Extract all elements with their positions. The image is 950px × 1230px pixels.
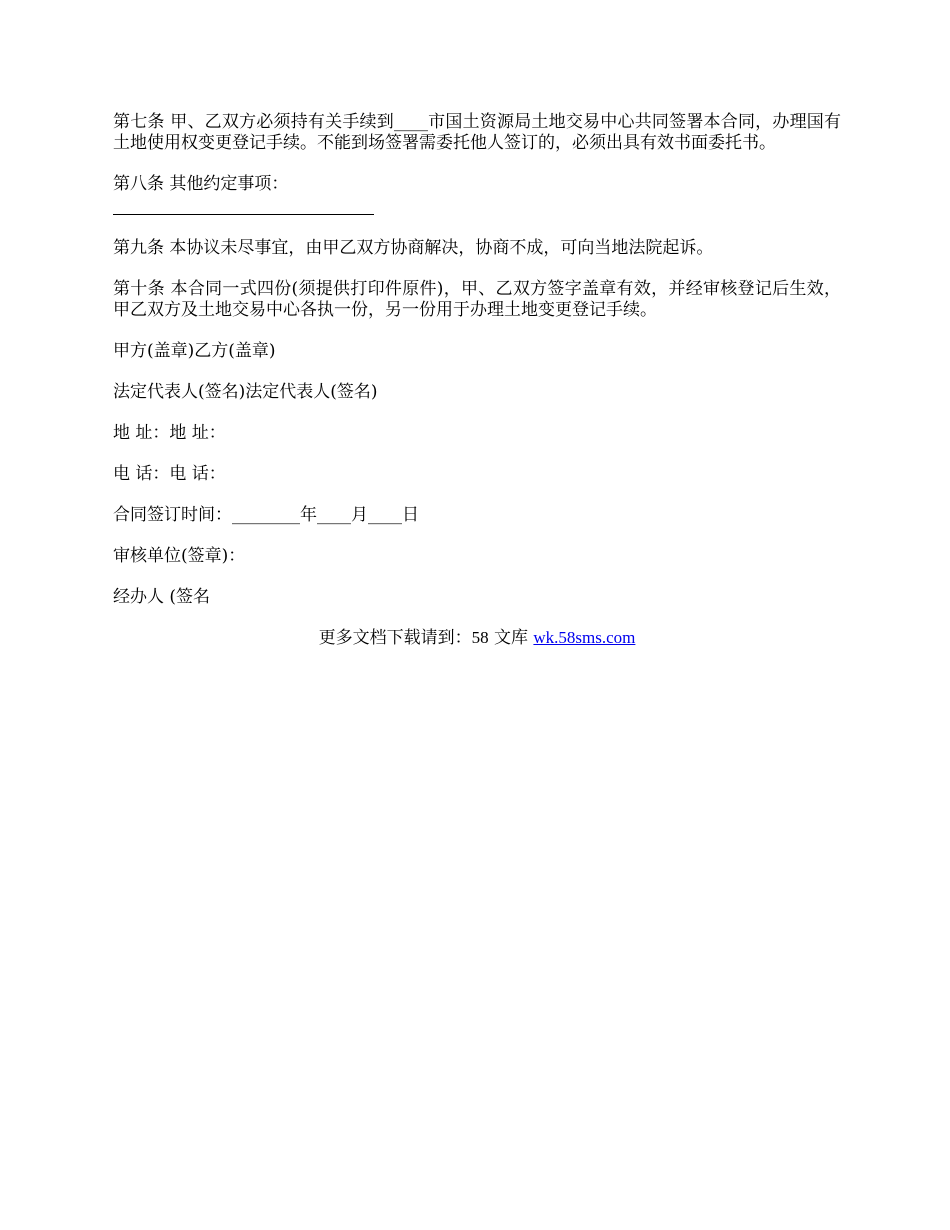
- article-9-paragraph: 第九条 本协议未尽事宜，由甲乙双方协商解决，协商不成，可向当地法院起诉。: [113, 238, 714, 258]
- address-line: 地 址：地 址：: [113, 422, 226, 443]
- footer-link[interactable]: wk.58sms.com: [533, 627, 636, 647]
- footer-library: 文库: [488, 627, 534, 648]
- footer-prefix: 更多文档下载请到：: [318, 627, 472, 648]
- representatives-signature-line: 法定代表人(签名)法定代表人(签名): [113, 381, 378, 402]
- footer-number: 58: [471, 627, 489, 647]
- article-7-paragraph: 第七条 甲、乙双方必须持有关手续到____市国土资源局土地交易中心共同签署本合同，办理国有土地使用权变更登记手续。不能到场签署需委托他人签订的，必须出具有效书面委托书。: [113, 112, 841, 153]
- article-10-paragraph: 第十条 本合同一式四份(须提供打印件原件)，甲、乙双方签字盖章有效，并经审核登记后生效，甲乙双方及土地交易中心各执一份，另一份用于办理土地变更登记手续。: [113, 279, 841, 320]
- parties-seal-line: 甲方(盖章)乙方(盖章): [113, 340, 276, 361]
- download-footer: [113, 628, 841, 649]
- document-page: [113, 112, 841, 648]
- fill-in-blank-line: [113, 194, 374, 215]
- sign-date-line: 合同签订时间：________年____月____日: [113, 504, 419, 525]
- handler-line: 经办人 (签名: [113, 586, 211, 607]
- review-unit-line: 审核单位(签章)：: [113, 545, 246, 566]
- phone-line: 电 话：电 话：: [113, 463, 226, 484]
- article-8-paragraph: 第八条 其他约定事项：: [113, 173, 289, 194]
